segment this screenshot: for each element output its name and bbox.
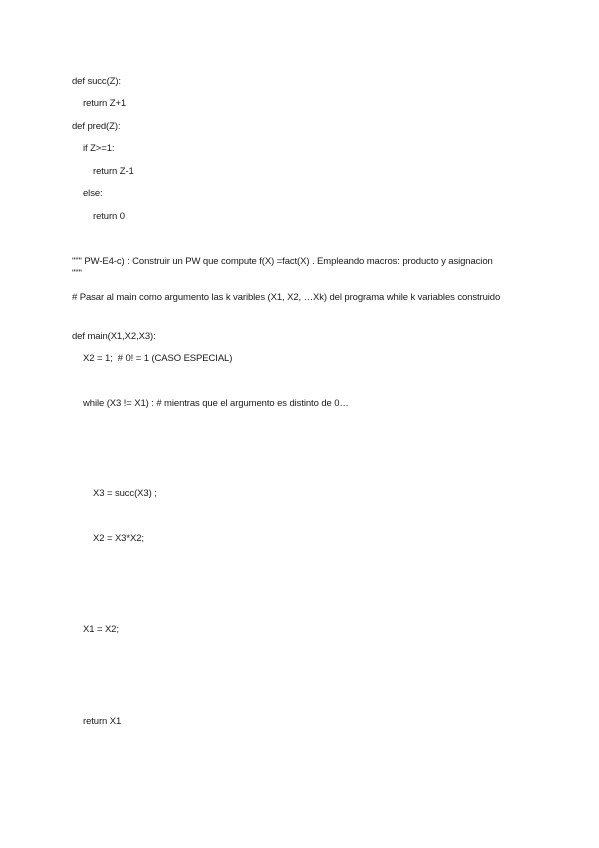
code-line-x3-succ: X3 = succ(X3) ;: [93, 488, 157, 499]
code-line-def-main: def main(X1,X2,X3):: [72, 331, 156, 342]
code-line-x2-mult: X2 = X3*X2;: [93, 533, 144, 544]
code-line-return-main: return X1: [83, 716, 122, 727]
code-line-x2-init: X2 = 1; # 0! = 1 (CASO ESPECIAL): [83, 353, 233, 364]
code-line-if: if Z>=1:: [83, 143, 115, 154]
code-line-while: while (X3 != X1) : # mientras que el argumento es distinto de 0…: [83, 398, 349, 409]
code-line-return-zero: return 0: [93, 211, 125, 222]
code-line-def-succ: def succ(Z):: [72, 76, 121, 87]
code-line-return-pred: return Z-1: [93, 166, 134, 177]
code-line-def-pred: def pred(Z):: [72, 121, 121, 132]
code-line-else: else:: [83, 188, 103, 199]
code-line-return-succ: return Z+1: [83, 98, 127, 109]
code-line-x1-assign: X1 = X2;: [83, 624, 119, 635]
docstring-line: """ PW-E4-c) : Construir un PW que compute f(X) =fact(X) . Empleando macros: producto y asignacion: [72, 256, 493, 267]
comment-paragraph: # Pasar al main como argumento las k varibles (X1, X2, …Xk) del programa while k variables construido: [72, 292, 501, 303]
docstring-close: """: [72, 268, 82, 279]
